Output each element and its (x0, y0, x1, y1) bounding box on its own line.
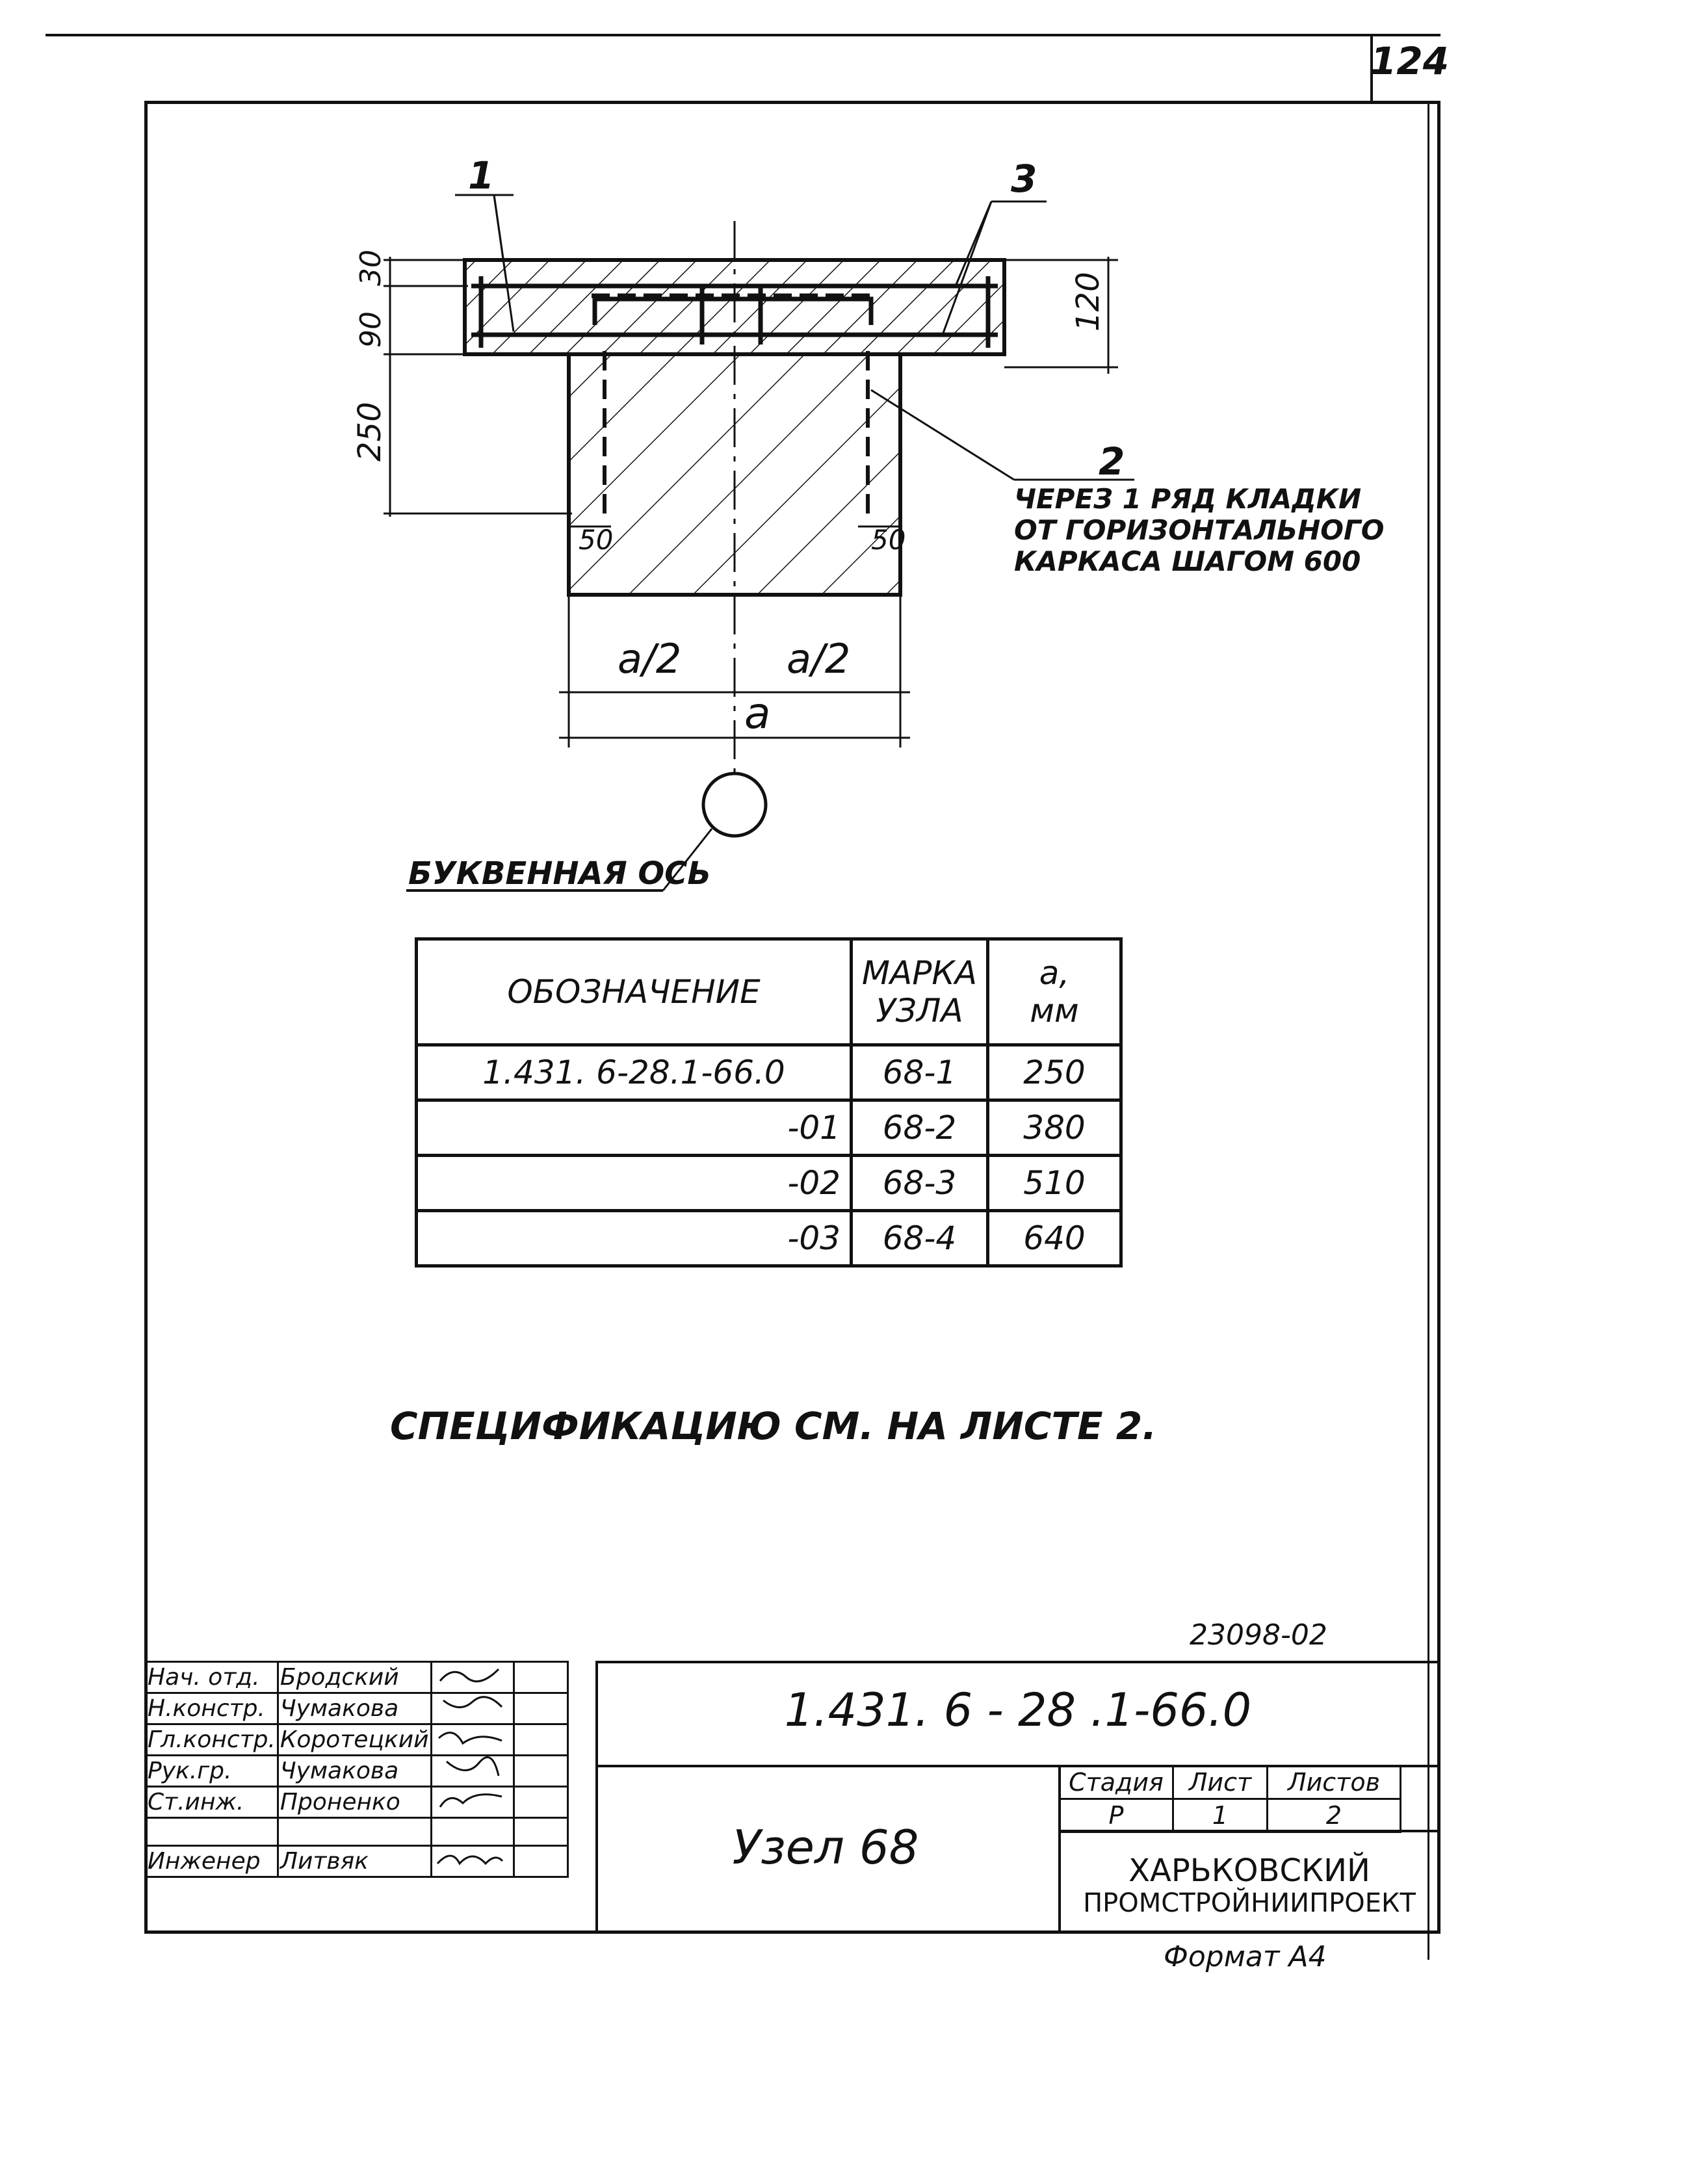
table-row (417, 1045, 1121, 1100)
name-cell: Чумакова (278, 1756, 431, 1787)
signature-row (146, 1846, 568, 1877)
stage-header-row (1060, 1766, 1401, 1799)
cell-a: 640 (988, 1211, 1121, 1266)
org-divider (1058, 1830, 1440, 1832)
date-cell (514, 1818, 567, 1846)
page-number: 124 (1370, 39, 1450, 83)
signature-row (146, 1818, 568, 1846)
sheets-label: Листов (1268, 1766, 1401, 1799)
header-mark-line2: УЗЛА (876, 992, 963, 1030)
sheet-label: Лист (1173, 1766, 1268, 1799)
sheets-value: 2 (1268, 1799, 1401, 1832)
date-cell (514, 1756, 567, 1787)
name-cell: Коротецкий (278, 1724, 431, 1756)
header-a (988, 939, 1121, 1045)
role-cell: Нач. отд. (146, 1662, 278, 1693)
name-cell: Бродский (278, 1662, 431, 1693)
cell-designation: -01 (417, 1100, 852, 1156)
title-block-signatures (144, 1661, 569, 1878)
dim-a-label: a (744, 688, 771, 738)
signature-cell (431, 1787, 514, 1818)
role-cell: Рук.гр. (146, 1756, 278, 1787)
signature-cell (431, 1756, 514, 1787)
cell-designation: 1.431. 6-28.1-66.0 (417, 1045, 852, 1100)
dim-30-label: 30 (354, 250, 387, 286)
signature-row (146, 1724, 568, 1756)
organization-name-line2: ПРОМСТРОЙНИИПРОЕКТ (1083, 1888, 1416, 1918)
role-cell: Гл.констр. (146, 1724, 278, 1756)
role-cell: Инженер (146, 1846, 278, 1877)
callout-3: 3 (1011, 157, 1037, 201)
date-cell (514, 1662, 567, 1693)
table-row (417, 1156, 1121, 1211)
role-cell: Н.констр. (146, 1693, 278, 1724)
name-cell: Проненко (278, 1787, 431, 1818)
signature-cell (431, 1693, 514, 1724)
stage-value: Р (1060, 1799, 1173, 1832)
table-row (417, 1100, 1121, 1156)
header-mark-line1: МАРКА (861, 954, 978, 992)
name-cell: Литвяк (278, 1846, 431, 1877)
note-line-3: КАРКАСА ШАГОМ 600 (1014, 545, 1361, 577)
axis-bubble (703, 774, 766, 836)
signature-icon (434, 1847, 505, 1870)
header-designation: ОБОЗНАЧЕНИЕ (417, 939, 852, 1045)
note-line-2: ОТ ГОРИЗОНТАЛЬНОГО (1014, 514, 1385, 546)
signature-cell (431, 1818, 514, 1846)
date-cell (514, 1724, 567, 1756)
cell-mark: 68-1 (852, 1045, 988, 1100)
document-code: 1.431. 6 - 28 .1-66.0 (784, 1684, 1252, 1737)
name-cell: Чумакова (278, 1693, 431, 1724)
header-a-line2: мм (1030, 992, 1079, 1030)
signature-row (146, 1693, 568, 1724)
paper-format: Формат А4 (1164, 1940, 1327, 1973)
dim-50-right-label: 50 (871, 524, 906, 556)
variant-table (415, 937, 1123, 1268)
role-cell (146, 1818, 278, 1846)
dim-90-label: 90 (354, 311, 387, 348)
cell-mark: 68-4 (852, 1211, 988, 1266)
dim-a-half-right-label: a/2 (787, 635, 851, 682)
signature-icon (434, 1788, 505, 1811)
cell-mark: 68-2 (852, 1100, 988, 1156)
cell-designation: -02 (417, 1156, 852, 1211)
header-mark (852, 939, 988, 1045)
table-row (417, 1211, 1121, 1266)
stage-label: Стадия (1060, 1766, 1173, 1799)
dim-50-left-label: 50 (579, 524, 614, 556)
sheet-value: 1 (1173, 1799, 1268, 1832)
dim-120-label: 120 (1070, 272, 1106, 332)
drawing-title: Узел 68 (732, 1820, 919, 1875)
date-cell (514, 1846, 567, 1877)
signature-row (146, 1756, 568, 1787)
cell-a: 510 (988, 1156, 1121, 1211)
organization-name-line1: ХАРЬКОВСКИЙ (1128, 1852, 1370, 1889)
archive-code: 23098-02 (1190, 1618, 1327, 1652)
axis-label: БУКВЕННАЯ ОСЬ (408, 855, 711, 892)
callout-2: 2 (1099, 439, 1125, 484)
callout-1: 1 (468, 153, 495, 198)
cell-designation: -03 (417, 1211, 852, 1266)
signature-row (146, 1787, 568, 1818)
dim-250-label: 250 (352, 402, 388, 462)
signature-icon (434, 1663, 505, 1686)
signature-cell (431, 1662, 514, 1693)
signature-icon (434, 1725, 505, 1748)
role-cell: Ст.инж. (146, 1787, 278, 1818)
note-line-1: ЧЕРЕЗ 1 РЯД КЛАДКИ (1014, 483, 1362, 515)
date-cell (514, 1693, 567, 1724)
signature-icon (434, 1694, 505, 1717)
signature-cell (431, 1846, 514, 1877)
cell-a: 250 (988, 1045, 1121, 1100)
stage-sheet-table (1058, 1765, 1401, 1833)
table-header-row (417, 939, 1121, 1045)
cell-a: 380 (988, 1100, 1121, 1156)
dim-a-half-left-label: a/2 (618, 635, 682, 682)
cell-mark: 68-3 (852, 1156, 988, 1211)
stage-value-row (1060, 1799, 1401, 1832)
specification-note: СПЕЦИФИКАЦИЮ СМ. НА ЛИСТЕ 2. (390, 1404, 1157, 1448)
name-cell (278, 1818, 431, 1846)
signature-icon (434, 1756, 505, 1780)
header-a-line1: a, (1039, 954, 1070, 992)
signature-row (146, 1662, 568, 1693)
signature-cell (431, 1724, 514, 1756)
date-cell (514, 1787, 567, 1818)
